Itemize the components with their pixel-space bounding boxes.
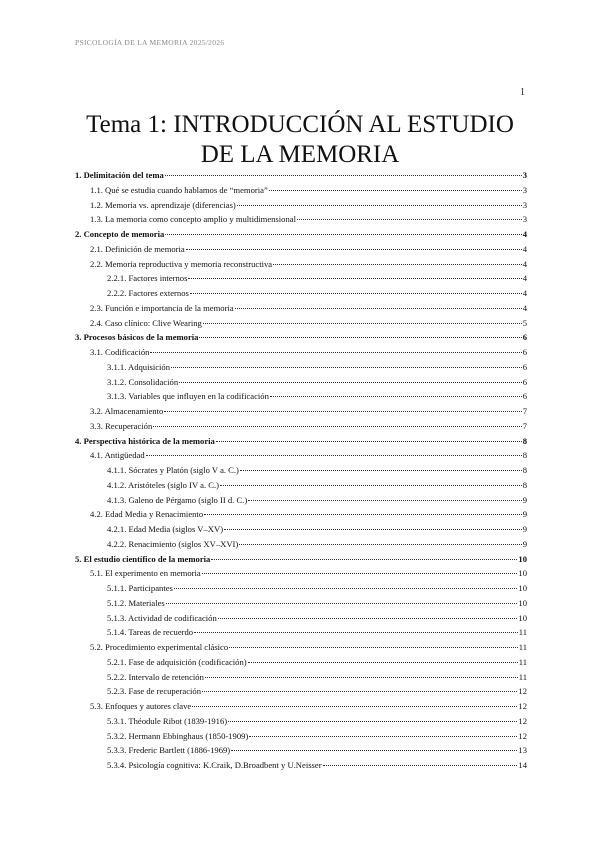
toc-entry[interactable] bbox=[75, 375, 527, 390]
toc-entry-page: 12 bbox=[518, 730, 527, 741]
toc-entry-label: 5. El estudio científico de la memoria bbox=[75, 553, 211, 564]
toc-entry-page: 3 bbox=[522, 214, 527, 225]
table-of-contents bbox=[75, 168, 527, 773]
toc-entry[interactable] bbox=[75, 198, 527, 213]
toc-entry-page: 12 bbox=[518, 701, 527, 711]
toc-dot-leader bbox=[239, 544, 521, 545]
toc-dot-leader bbox=[240, 470, 522, 471]
toc-entry-label: 2.2.2. Factores externos bbox=[107, 288, 189, 298]
toc-entry-label: 1.3. La memoria como concepto amplio y multidimensional bbox=[90, 214, 296, 225]
toc-entry[interactable] bbox=[75, 743, 527, 758]
toc-entry[interactable] bbox=[75, 640, 527, 655]
title-line-2: DE LA MEMORIA bbox=[200, 141, 400, 168]
toc-dot-leader bbox=[229, 647, 518, 648]
toc-entry-page: 9 bbox=[522, 494, 527, 505]
toc-entry-label: 1. Delimitación del tema bbox=[75, 170, 164, 180]
toc-entry[interactable] bbox=[75, 242, 527, 257]
toc-entry[interactable] bbox=[75, 507, 527, 522]
toc-entry-label: 5.1.1. Participantes bbox=[107, 583, 173, 593]
toc-entry-page: 5 bbox=[522, 317, 527, 328]
toc-dot-leader bbox=[237, 205, 522, 206]
toc-entry-label: 5.3. Enfoques y autores clave bbox=[90, 701, 192, 711]
toc-entry-label: 4.2.1. Edad Media (siglos V–XV) bbox=[107, 524, 224, 534]
toc-entry-page: 4 bbox=[522, 273, 527, 284]
toc-entry-label: 4.1. Antigüedad bbox=[90, 450, 145, 461]
toc-entry-label: 5.2.3. Fase de recuperación bbox=[107, 686, 202, 697]
toc-dot-leader bbox=[188, 278, 521, 279]
toc-entry[interactable] bbox=[75, 301, 527, 316]
toc-entry[interactable] bbox=[75, 670, 527, 685]
toc-dot-leader bbox=[205, 677, 518, 678]
toc-entry[interactable] bbox=[75, 625, 527, 640]
toc-entry[interactable] bbox=[75, 537, 527, 552]
toc-dot-leader bbox=[165, 234, 521, 235]
toc-entry[interactable] bbox=[75, 212, 527, 227]
toc-entry[interactable] bbox=[75, 566, 527, 581]
toc-dot-leader bbox=[186, 249, 522, 250]
toc-entry-page: 9 bbox=[522, 538, 527, 549]
toc-entry[interactable] bbox=[75, 522, 527, 537]
toc-entry-page: 9 bbox=[522, 509, 527, 520]
toc-dot-leader bbox=[235, 308, 522, 309]
toc-entry[interactable] bbox=[75, 729, 527, 744]
toc-entry-page: 10 bbox=[518, 597, 527, 608]
toc-entry-label: 5.3.2. Hermann Ebbinghaus (1850-1909) bbox=[107, 730, 249, 741]
toc-entry-label: 3.2. Almacenamiento bbox=[90, 406, 164, 416]
toc-entry-page: 6 bbox=[522, 347, 527, 357]
toc-dot-leader bbox=[202, 691, 517, 692]
toc-entry-label: 3.1. Codificación bbox=[90, 347, 150, 357]
toc-entry[interactable] bbox=[75, 183, 527, 198]
toc-entry-label: 5.3.1. Théodule Ribot (1839-1916) bbox=[107, 715, 228, 726]
toc-entry-label: 5.2.1. Fase de adquisición (codificación) bbox=[107, 656, 247, 667]
toc-entry-label: 2.1. Definición de memoria bbox=[90, 243, 185, 254]
toc-dot-leader bbox=[216, 441, 522, 442]
toc-entry[interactable] bbox=[75, 699, 527, 714]
toc-entry-label: 3.1.3. Variables que influyen en la codificación bbox=[107, 391, 269, 402]
toc-entry-label: 2. Concepto de memoria bbox=[75, 229, 165, 239]
toc-entry-label: 5.1.3. Actividad de codificación bbox=[107, 612, 217, 623]
toc-dot-leader bbox=[171, 367, 522, 368]
toc-entry[interactable] bbox=[75, 434, 527, 449]
toc-dot-leader bbox=[166, 603, 518, 604]
toc-entry[interactable] bbox=[75, 655, 527, 670]
toc-entry-page: 6 bbox=[522, 361, 527, 372]
toc-dot-leader bbox=[218, 618, 518, 619]
toc-entry[interactable] bbox=[75, 271, 527, 286]
toc-entry[interactable] bbox=[75, 463, 527, 478]
toc-entry-label: 5.2. Procedimiento experimental clásico bbox=[90, 642, 229, 652]
toc-entry-page: 7 bbox=[522, 420, 527, 431]
toc-dot-leader bbox=[150, 352, 521, 353]
toc-entry[interactable] bbox=[75, 316, 527, 331]
toc-entry-page: 11 bbox=[518, 642, 527, 652]
toc-entry-label: 4.1.2. Aristóteles (siglo IV a. C.) bbox=[107, 479, 220, 490]
toc-entry-page: 10 bbox=[518, 583, 527, 593]
toc-entry[interactable] bbox=[75, 345, 527, 360]
toc-entry-page: 3 bbox=[522, 170, 527, 180]
toc-entry-label: 2.2. Memoria reproductiva y memoria reconstructiva bbox=[90, 258, 273, 269]
toc-entry-page: 3 bbox=[522, 199, 527, 210]
toc-entry-label: 1.2. Memoria vs. aprendizaje (diferencias) bbox=[90, 199, 236, 210]
toc-entry-label: 5.1.4. Tareas de recuerdo bbox=[107, 627, 194, 638]
toc-dot-leader bbox=[231, 750, 517, 751]
toc-dot-leader bbox=[248, 500, 522, 501]
toc-entry[interactable] bbox=[75, 168, 527, 183]
toc-dot-leader bbox=[202, 573, 518, 574]
toc-dot-leader bbox=[211, 559, 517, 560]
toc-dot-leader bbox=[190, 293, 522, 294]
toc-entry-label: 3. Procesos básicos de la memoria bbox=[75, 332, 199, 343]
toc-entry-label: 4.2. Edad Media y Renacimiento bbox=[90, 509, 204, 520]
toc-entry-page: 6 bbox=[522, 376, 527, 387]
toc-entry-label: 5.2.2. Intervalo de retención bbox=[107, 671, 204, 682]
toc-dot-leader bbox=[194, 632, 518, 633]
toc-entry-page: 7 bbox=[522, 406, 527, 416]
toc-entry-page: 13 bbox=[518, 745, 527, 756]
toc-entry[interactable] bbox=[75, 227, 527, 242]
toc-entry[interactable] bbox=[75, 389, 527, 404]
toc-entry-page: 11 bbox=[518, 627, 527, 638]
toc-entry-label: 2.2.1. Factores internos bbox=[107, 273, 188, 284]
toc-entry[interactable] bbox=[75, 493, 527, 508]
toc-dot-leader bbox=[174, 588, 518, 589]
toc-entry-page: 8 bbox=[522, 465, 527, 475]
toc-entry[interactable] bbox=[75, 404, 527, 419]
running-header: PSICOLOGÍA DE LA MEMORIA 2025/2026 bbox=[75, 38, 225, 47]
toc-entry-page: 10 bbox=[518, 553, 527, 564]
toc-entry-label: 5.3.3. Frederic Bartlett (1886-1969) bbox=[107, 745, 231, 756]
toc-entry[interactable] bbox=[75, 581, 527, 596]
toc-entry[interactable] bbox=[75, 596, 527, 611]
toc-entry-page: 6 bbox=[522, 391, 527, 402]
toc-entry-page: 12 bbox=[518, 715, 527, 726]
toc-entry-label: 4. Perspectiva histórica de la memoria bbox=[75, 435, 215, 446]
toc-dot-leader bbox=[224, 529, 522, 530]
toc-entry-page: 9 bbox=[522, 524, 527, 534]
toc-dot-leader bbox=[179, 382, 522, 383]
toc-entry-label: 4.1.3. Galeno de Pérgamo (siglo II d. C.) bbox=[107, 494, 248, 505]
title-line-1: Tema 1: INTRODUCCIÓN AL ESTUDIO bbox=[86, 111, 514, 138]
toc-entry-page: 4 bbox=[522, 288, 527, 298]
toc-dot-leader bbox=[192, 706, 517, 707]
toc-entry-page: 4 bbox=[522, 258, 527, 269]
toc-entry[interactable] bbox=[75, 611, 527, 626]
toc-dot-leader bbox=[273, 264, 522, 265]
toc-entry[interactable] bbox=[75, 360, 527, 375]
toc-entry-label: 3.1.2. Consolidación bbox=[107, 376, 179, 387]
toc-entry-page: 8 bbox=[522, 435, 527, 446]
toc-entry[interactable] bbox=[75, 714, 527, 729]
toc-entry[interactable] bbox=[75, 257, 527, 272]
toc-entry-page: 8 bbox=[522, 479, 527, 490]
toc-entry-label: 5.3.4. Psicología cognitiva: K.Craik, D.Broadbent y U.Neisser bbox=[107, 760, 322, 770]
toc-entry[interactable] bbox=[75, 478, 527, 493]
toc-dot-leader bbox=[248, 662, 518, 663]
document-title bbox=[60, 110, 540, 170]
toc-dot-leader bbox=[323, 765, 518, 766]
toc-entry-page: 10 bbox=[518, 612, 527, 623]
toc-dot-leader bbox=[203, 323, 522, 324]
toc-dot-leader bbox=[153, 426, 521, 427]
toc-entry-page: 11 bbox=[518, 656, 527, 667]
toc-entry[interactable] bbox=[75, 286, 527, 301]
toc-entry-label: 3.3. Recuperación bbox=[90, 420, 153, 431]
toc-entry-page: 4 bbox=[522, 243, 527, 254]
toc-entry-page: 11 bbox=[518, 671, 527, 682]
toc-entry-page: 4 bbox=[522, 302, 527, 313]
toc-entry-label: 1.1. Qué se estudia cuando hablamos de “memoria” bbox=[90, 184, 268, 195]
toc-dot-leader bbox=[228, 721, 517, 722]
toc-dot-leader bbox=[270, 396, 522, 397]
toc-dot-leader bbox=[269, 190, 522, 191]
toc-entry[interactable] bbox=[75, 419, 527, 434]
toc-entry-label: 2.3. Función e importancia de la memoria bbox=[90, 302, 234, 313]
toc-dot-leader bbox=[146, 455, 522, 456]
toc-dot-leader bbox=[164, 411, 521, 412]
toc-entry-page: 12 bbox=[518, 686, 527, 697]
toc-entry-page: 14 bbox=[518, 760, 527, 770]
toc-dot-leader bbox=[297, 219, 522, 220]
toc-entry-label: 5.1.2. Materiales bbox=[107, 597, 165, 608]
toc-entry-label: 4.1.1. Sócrates y Platón (siglo V a. C.) bbox=[107, 465, 239, 475]
toc-entry-label: 3.1.1. Adquisición bbox=[107, 361, 171, 372]
toc-entry-page: 10 bbox=[518, 568, 527, 579]
toc-entry-label: 2.4. Caso clínico: Clive Wearing bbox=[90, 317, 202, 328]
toc-entry[interactable] bbox=[75, 330, 527, 345]
toc-entry[interactable] bbox=[75, 684, 527, 699]
toc-entry-label: 4.2.2. Renacimiento (siglos XV–XVI) bbox=[107, 538, 239, 549]
page-number: 1 bbox=[520, 87, 525, 98]
toc-entry[interactable] bbox=[75, 448, 527, 463]
toc-entry-page: 4 bbox=[522, 229, 527, 239]
toc-entry-page: 8 bbox=[522, 450, 527, 461]
toc-entry[interactable] bbox=[75, 758, 527, 773]
toc-dot-leader bbox=[199, 337, 521, 338]
toc-dot-leader bbox=[165, 175, 522, 176]
toc-dot-leader bbox=[220, 485, 522, 486]
toc-dot-leader bbox=[204, 514, 522, 515]
toc-dot-leader bbox=[249, 736, 517, 737]
toc-entry-label: 5.1. El experimento en memoria bbox=[90, 568, 201, 579]
toc-entry-page: 6 bbox=[522, 332, 527, 343]
toc-entry[interactable] bbox=[75, 552, 527, 567]
toc-entry-page: 3 bbox=[522, 184, 527, 195]
